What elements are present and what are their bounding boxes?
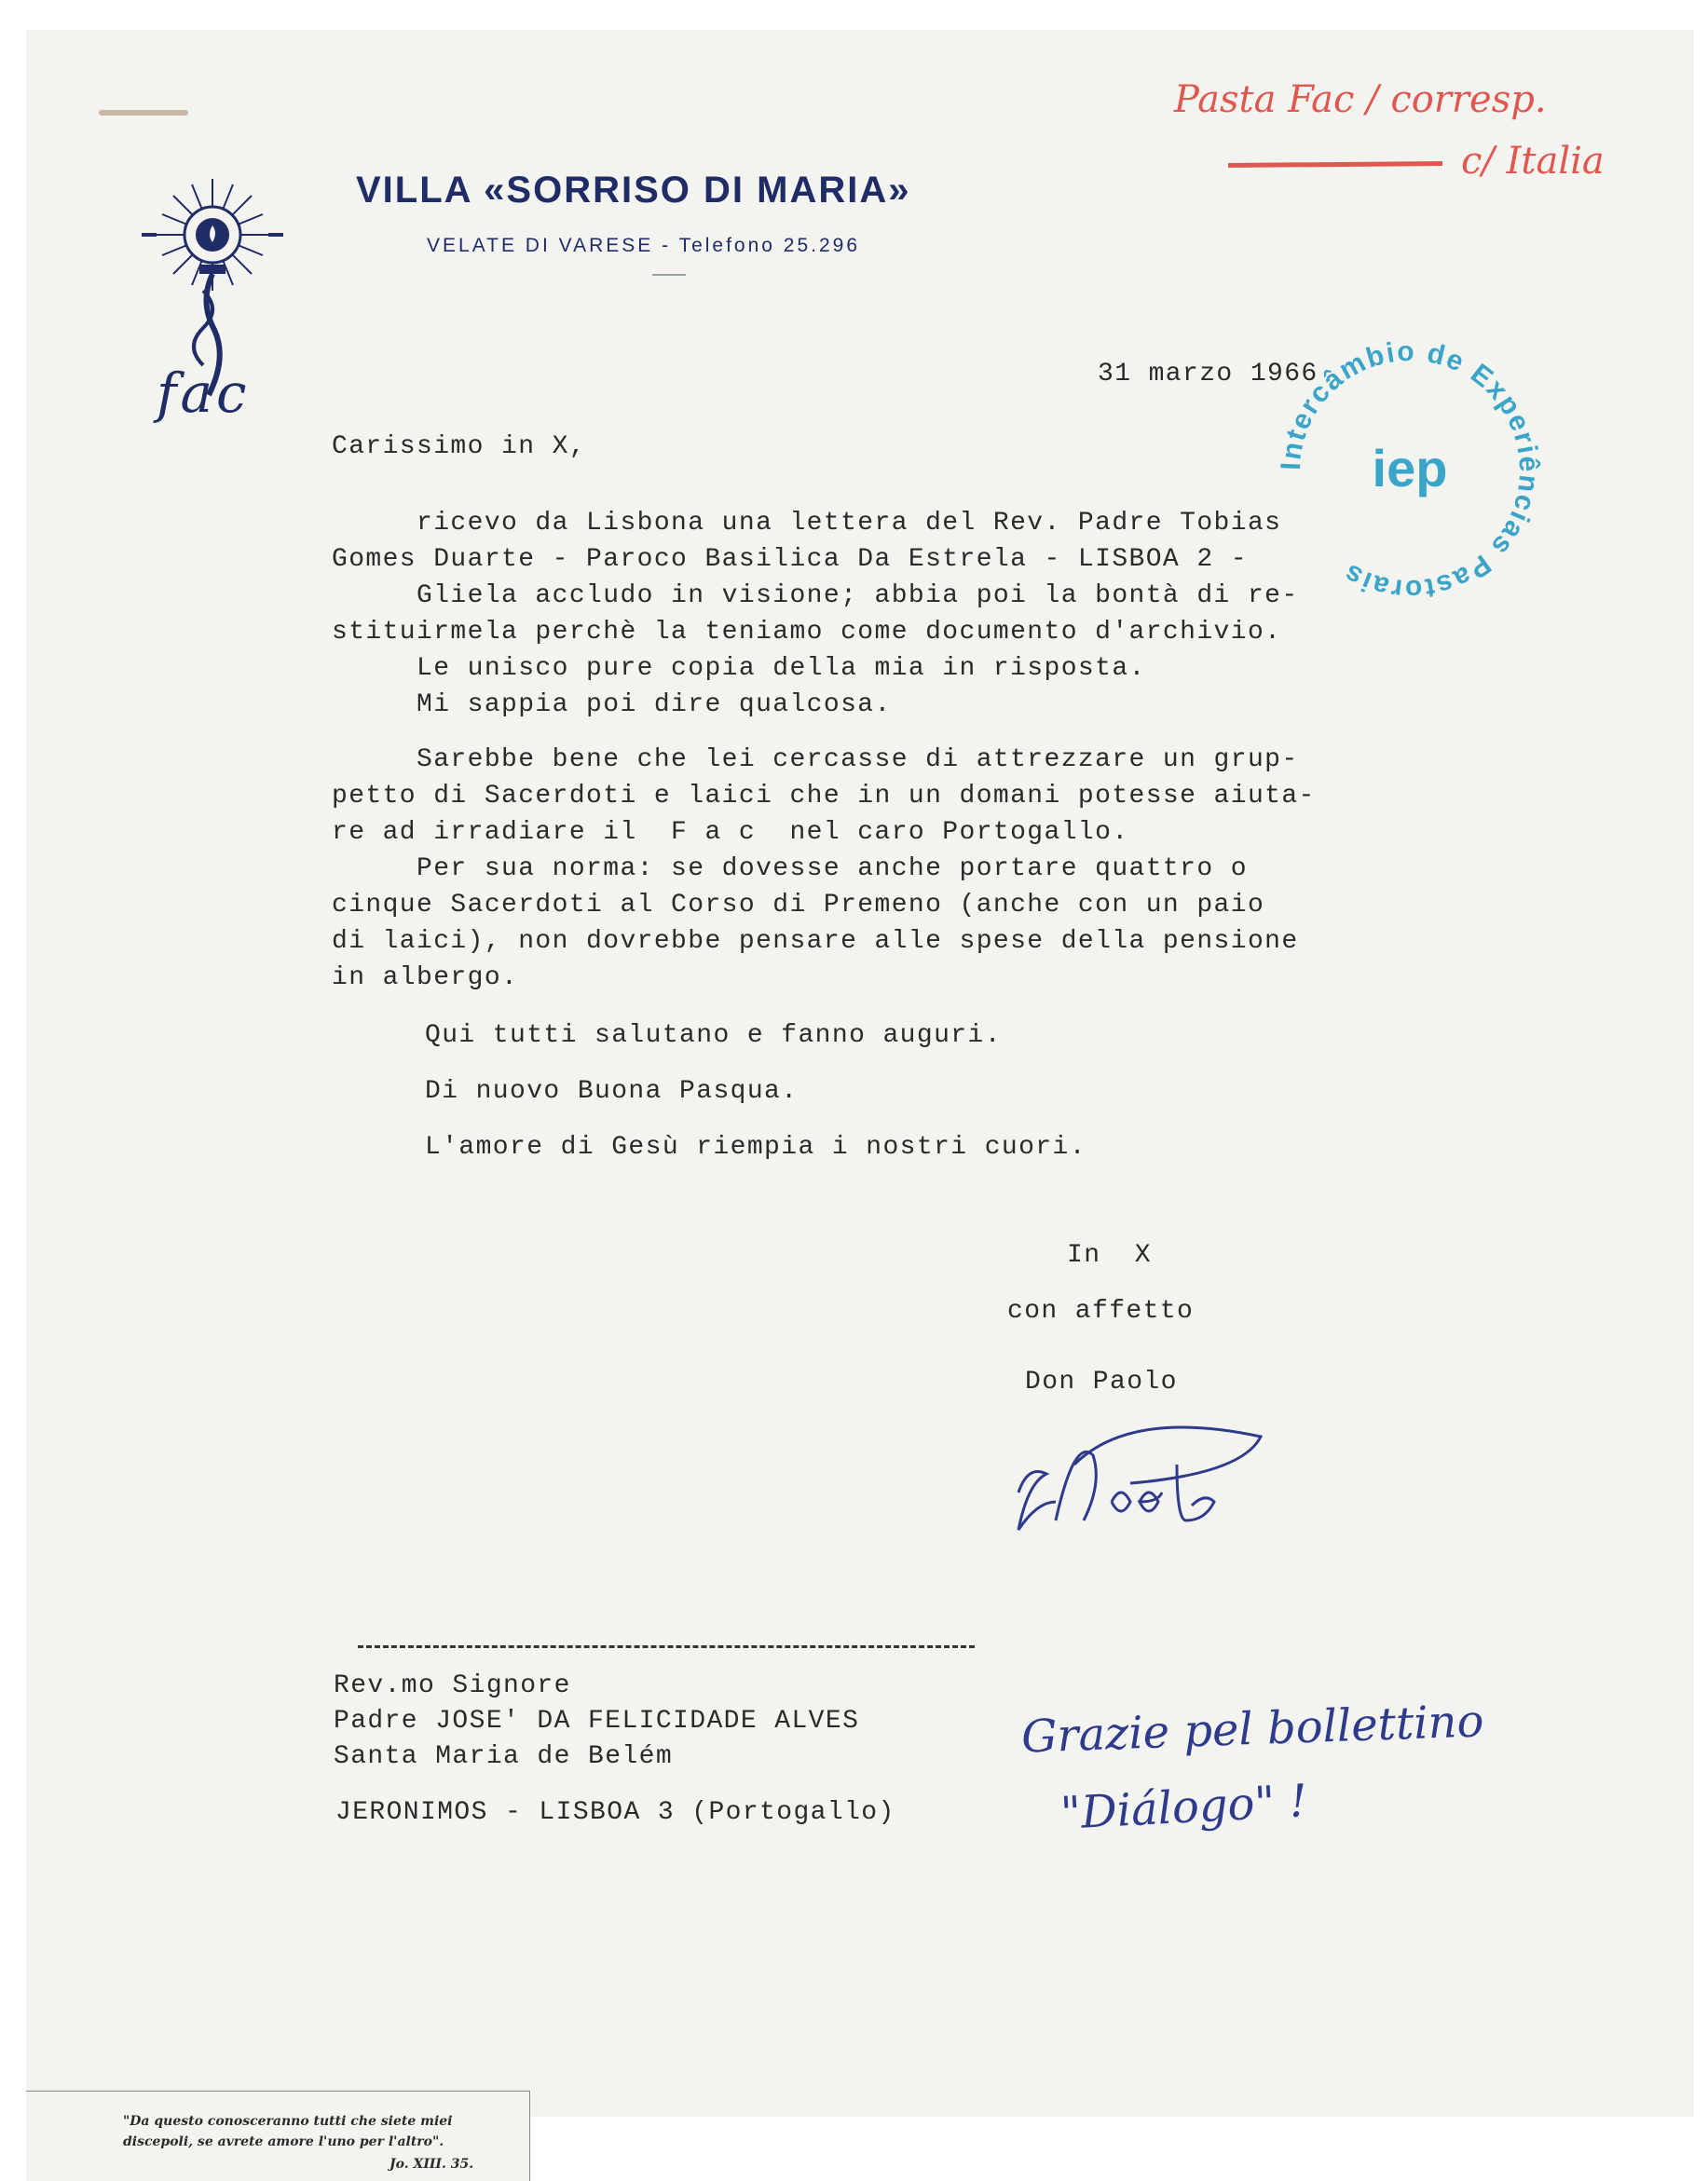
stamp-ring-text: Intercâmbio de Experiências Pastorais	[1275, 335, 1545, 606]
footer-quote-box	[26, 2091, 530, 2181]
p1-line-3: Gliela accludo in visione; abbia poi la bontà di re-	[332, 581, 1299, 610]
letterhead-subtitle: VELATE DI VARESE - Telefono 25.296	[427, 235, 861, 256]
p1-line-5: Le unisco pure copia della mia in risposta.	[332, 654, 1146, 683]
blue-note-line1: Grazie pel bollettino	[1020, 1695, 1485, 1764]
footer-quote-line1: "Da questo conosceranno tutti che siete miei	[123, 2114, 453, 2129]
recipient-separator	[358, 1645, 975, 1648]
svg-text:Paolo: Paolo	[1279, 1548, 1283, 1549]
p2-line-3: re ad irradiare il F a c nel caro Portogallo.	[332, 818, 1129, 847]
p2-line-7: in albergo.	[332, 963, 519, 992]
closing-line-3: L'amore di Gesù riempia i nostri cuori.	[425, 1133, 1086, 1162]
recipient-line-3: Santa Maria de Belém	[334, 1742, 674, 1771]
sign-in-x: In X	[1067, 1241, 1153, 1270]
red-annotation-underline	[1228, 161, 1442, 168]
closing-line-1: Qui tutti salutano e fanno auguri.	[425, 1021, 1002, 1050]
p2-line-6: di laici), non dovrebbe pensare alle spese della pensione	[332, 927, 1299, 956]
p2-line-2: petto di Sacerdoti e laici che in un domani potesse aiuta-	[332, 782, 1316, 811]
p1-line-4: stituirmela perchè la teniamo come documento d'archivio.	[332, 618, 1282, 647]
handwritten-signature	[1000, 1409, 1283, 1549]
recipient-line-1: Rev.mo Signore	[334, 1671, 571, 1700]
letter-sheet	[26, 30, 1694, 2172]
letterhead-title: VILLA «SORRISO DI MARIA»	[356, 170, 911, 211]
red-annotation-line2: c/ Italia	[1461, 140, 1605, 183]
p2-line-4: Per sua norma: se dovesse anche portare quattro o	[332, 854, 1248, 883]
footer-quote-ref: Jo. XIII. 35.	[389, 2157, 474, 2172]
blue-note-line2: "Diálogo" !	[1059, 1775, 1309, 1840]
sign-affetto: con affetto	[1007, 1297, 1195, 1326]
p1-line-6: Mi sappia poi dire qualcosa.	[332, 690, 892, 719]
p2-line-5: cinque Sacerdoti al Corso di Premeno (anche con un paio	[332, 891, 1265, 920]
salutation: Carissimo in X,	[332, 432, 587, 461]
letterhead-divider	[652, 274, 686, 276]
sign-name: Don Paolo	[1025, 1368, 1178, 1397]
stamp-center-text: iep	[1372, 439, 1448, 498]
footer-quote-line2: discepoli, se avrete amore l'uno per l'altro".	[123, 2134, 444, 2149]
closing-line-2: Di nuovo Buona Pasqua.	[425, 1077, 799, 1106]
recipient-line-2: Padre JOSE' DA FELICIDADE ALVES	[334, 1707, 860, 1736]
letter-date: 31 marzo 1966	[1098, 360, 1319, 388]
logo-fac-text: fac	[157, 361, 251, 425]
p1-line-1: ricevo da Lisbona una lettera del Rev. Padre Tobias	[332, 509, 1282, 538]
staple-mark	[99, 110, 188, 116]
red-annotation-line1: Pasta Fac / corresp.	[1174, 78, 1547, 121]
p2-line-1: Sarebbe bene che lei cercasse di attrezzare un grup-	[332, 745, 1299, 774]
p1-line-2: Gomes Duarte - Paroco Basilica Da Estrela - LISBOA 2 -	[332, 545, 1248, 574]
recipient-line-4: JERONIMOS - LISBOA 3 (Portogallo)	[335, 1798, 895, 1827]
